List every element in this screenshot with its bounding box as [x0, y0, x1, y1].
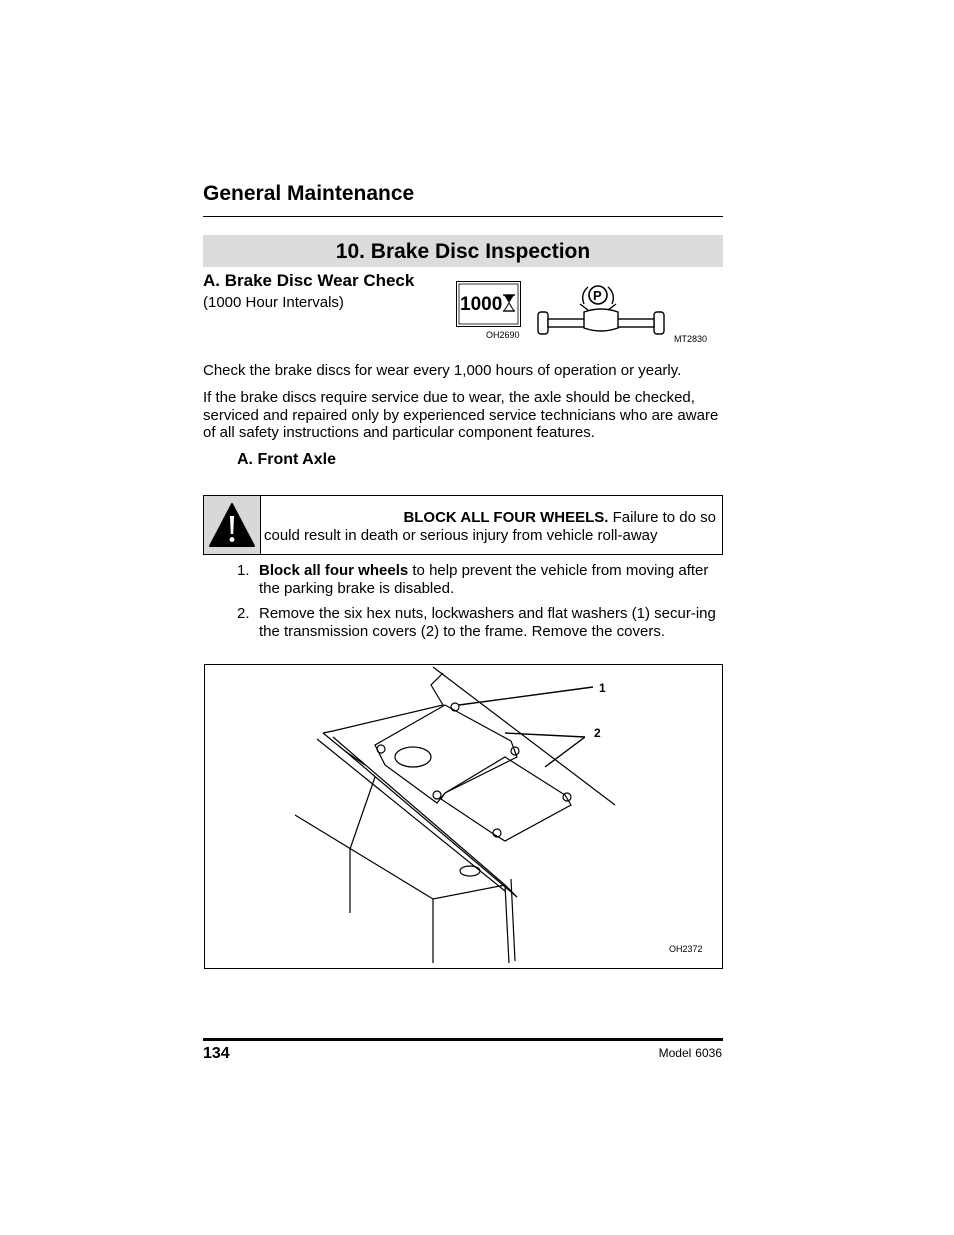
step-text: Remove the six hex nuts, lockwashers and flat washers (1) secur-ing the transmission covers (2) to the frame. Remove the covers. — [259, 605, 716, 640]
warning-triangle-icon — [204, 496, 260, 554]
section-title: General Maintenance — [203, 182, 415, 205]
figure-transmission-covers — [204, 664, 723, 969]
parking-brake-icon — [536, 282, 668, 338]
warning-line2: could result in death or serious injury from vehicle roll-away — [264, 527, 658, 544]
warning-box — [203, 495, 723, 555]
section-banner: 10. Brake Disc Inspection — [203, 235, 723, 267]
header-rule — [203, 216, 723, 217]
model-number: 6036 — [695, 1046, 722, 1060]
footer-rule — [203, 1038, 723, 1041]
warning-icon-cell — [204, 496, 261, 554]
step-number: 2. — [237, 605, 250, 622]
transmission-cover-drawing — [205, 665, 722, 968]
callout-2: 2 — [594, 726, 601, 740]
page-number: 134 — [203, 1045, 230, 1062]
subsection-title: A. Brake Disc Wear Check — [203, 271, 415, 290]
paragraph-2: If the brake discs require service due to wear, the axle should be checked, serviced and repaired only by experienced service technicians who are aware of all safety instructions and particular component features. — [203, 389, 719, 441]
hour-meter-code: OH2690 — [486, 330, 520, 340]
paragraph-1: Check the brake discs for wear every 1,000 hours of operation or yearly. — [203, 362, 682, 379]
warning-text — [264, 509, 716, 545]
parking-brake-code: MT2830 — [674, 334, 708, 344]
step-2 — [237, 605, 723, 640]
figure-code: OH2372 — [669, 944, 703, 954]
warning-bold: BLOCK ALL FOUR WHEELS. — [403, 509, 609, 526]
front-axle-heading: A. Front Axle — [237, 451, 336, 468]
step-number: 1. — [237, 562, 250, 579]
step-text: to help prevent the vehicle from moving after the parking brake is disabled. — [259, 562, 709, 597]
hour-meter-icon — [456, 281, 521, 327]
step-1 — [237, 562, 723, 597]
warning-line1-rest: Failure to do so — [608, 509, 716, 526]
step-bold: Block all four wheels — [259, 562, 409, 579]
hour-meter-value: 1000 — [460, 294, 503, 315]
model-label-text: Model — [658, 1046, 692, 1060]
interval-note: (1000 Hour Intervals) — [203, 294, 344, 311]
callout-1: 1 — [599, 681, 606, 695]
model-label — [659, 1046, 722, 1060]
parking-brake-letter: P — [593, 288, 602, 303]
